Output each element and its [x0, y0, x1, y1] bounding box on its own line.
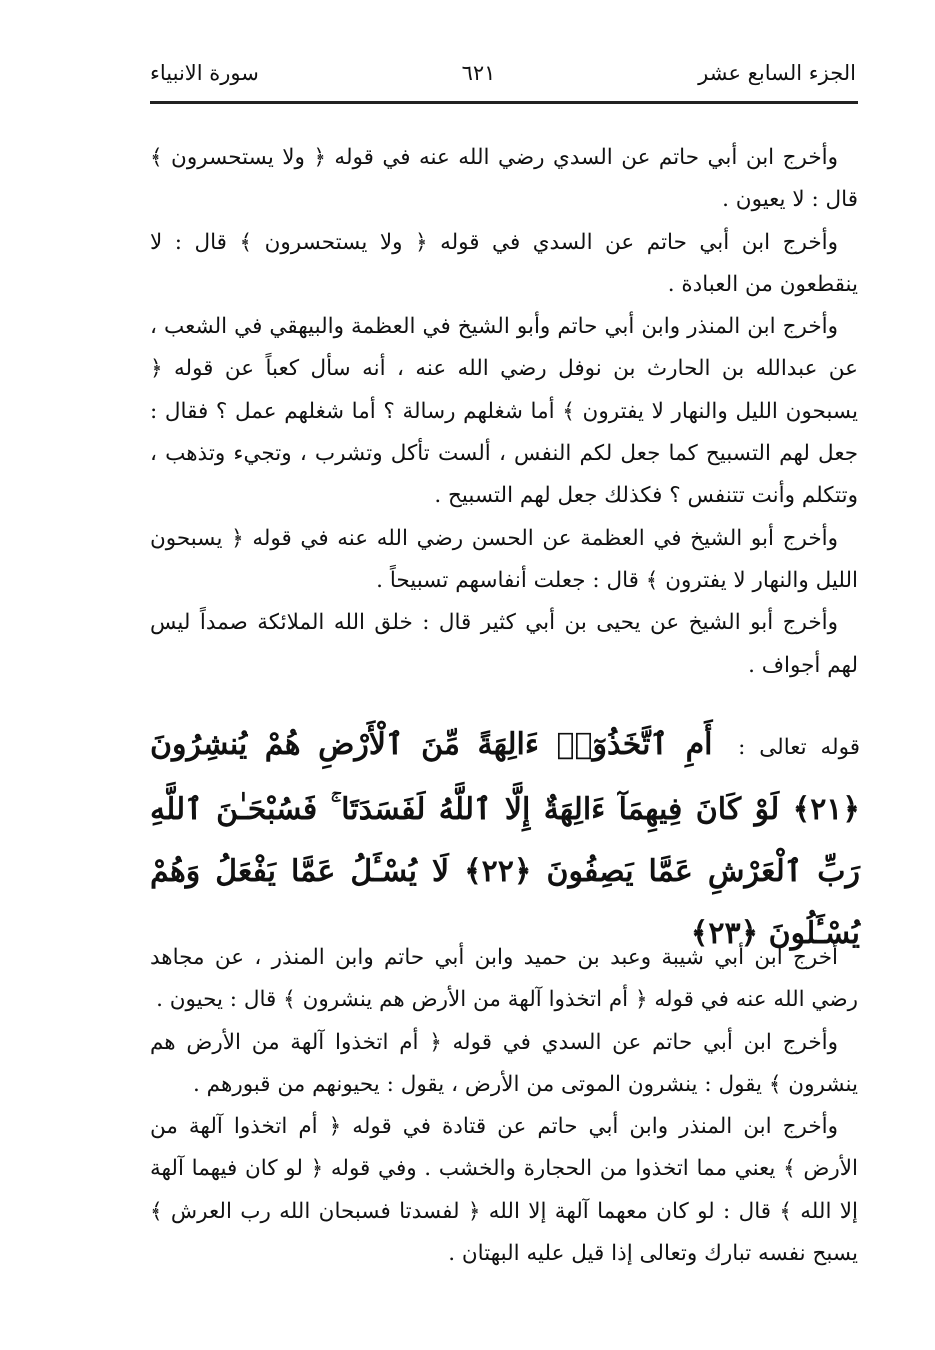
header-divider [150, 101, 858, 104]
paragraph: وأخرج أبو الشيخ عن يحيى بن أبي كثير قال : خلق الله الملائكة صمداً ليس لهم أجواف . [150, 610, 858, 678]
paragraph: وأخرج ابن أبي حاتم عن السدي رضي الله عنه في قوله ﴿ ولا يستحسرون ﴾ قال : لا يعيون . [150, 145, 858, 213]
paragraph: وأخرج ابن أبي حاتم عن السدي في قوله ﴿ ولا يستحسرون ﴾ قال : لا ينقطعون من العبادة . [150, 229, 858, 297]
paragraph: وأخرج ابن المنذر وابن أبي حاتم وأبو الشيخ في العظمة والبيهقي في الشعب ، عن عبدالله بن الحارث بن نوفل رضي الله عنه ، أنه سأل كعباً عن قوله ﴿ يسبحون الليل والنهار لا يفترون ﴾ أما شغلهم رسالة ؟ أما شغلهم عمل ؟ فقال : جعل لهم التسبيح كما جعل لكم النفس ، ألست تأكل وتشرب ، وتجيء وتذهب ، وتتكلم وأنت تتنفس ؟ فكذلك جعل لهم التسبيح . [150, 314, 858, 509]
verse-intro: قوله تعالى : [738, 735, 860, 760]
quran-verse-block [150, 714, 860, 965]
paragraph: وأخرج ابن المنذر وابن أبي حاتم عن قتادة في قوله ﴿ أم اتخذوا آلهة من الأرض ﴾ يعني مما اتخذوا من الحجارة والخشب . وفي قوله ﴿ لو كان فيهما آلهة إلا الله ﴾ قال : لو كان معهما آلهة إلا الله ﴿ لفسدتا فسبحان الله رب العرش ﴾ يسبح نفسه تبارك وتعالى إذا قيل عليه البهتان . [150, 1114, 858, 1267]
juz-title: الجزء السابع عشر [698, 61, 856, 85]
page-header [150, 58, 856, 88]
paragraph: وأخرج ابن أبي حاتم عن السدي في قوله ﴿ أم اتخذوا آلهة من الأرض هم ينشرون ﴾ يقول : ينشرون الموتى من الأرض ، يقول : يحيونهم من قبورهم . [150, 1029, 858, 1097]
verse-text: أَمِ ٱتَّخَذُوٓا۟ ءَالِهَةً مِّنَ ٱلْأَرْضِ هُمْ يُنشِرُونَ ﴿٢١﴾ لَوْ كَانَ فِيهِمَآ ءَالِهَةٌ إِلَّا ٱللَّهُ لَفَسَدَتَا ۚ فَسُبْحَـٰنَ ٱللَّهِ رَبِّ ٱلْعَرْشِ عَمَّا يَصِفُونَ ﴿٢٢﴾ لَا يُسْـَٔلُ عَمَّا يَفْعَلُ وَهُمْ يُسْـَٔلُونَ ﴿٢٣﴾ [150, 727, 861, 951]
commentary-bottom [150, 937, 858, 1275]
surah-title: سورة الانبياء [150, 61, 259, 85]
commentary-top [150, 137, 858, 687]
paragraph: وأخرج أبو الشيخ في العظمة عن الحسن رضي الله عنه في قوله ﴿ يسبحون الليل والنهار لا يفترون ﴾ قال : جعلت أنفاسهم تسبيحاً . [150, 525, 858, 593]
page-number: ٦٢١ [461, 61, 496, 85]
paragraph: أخرج ابن أبي شيبة وعبد بن حميد وابن أبي حاتم وابن المنذر ، عن مجاهد رضي الله عنه في قوله ﴿ أم اتخذوا آلهة من الأرض هم ينشرون ﴾ قال : يحيون . [150, 945, 858, 1013]
